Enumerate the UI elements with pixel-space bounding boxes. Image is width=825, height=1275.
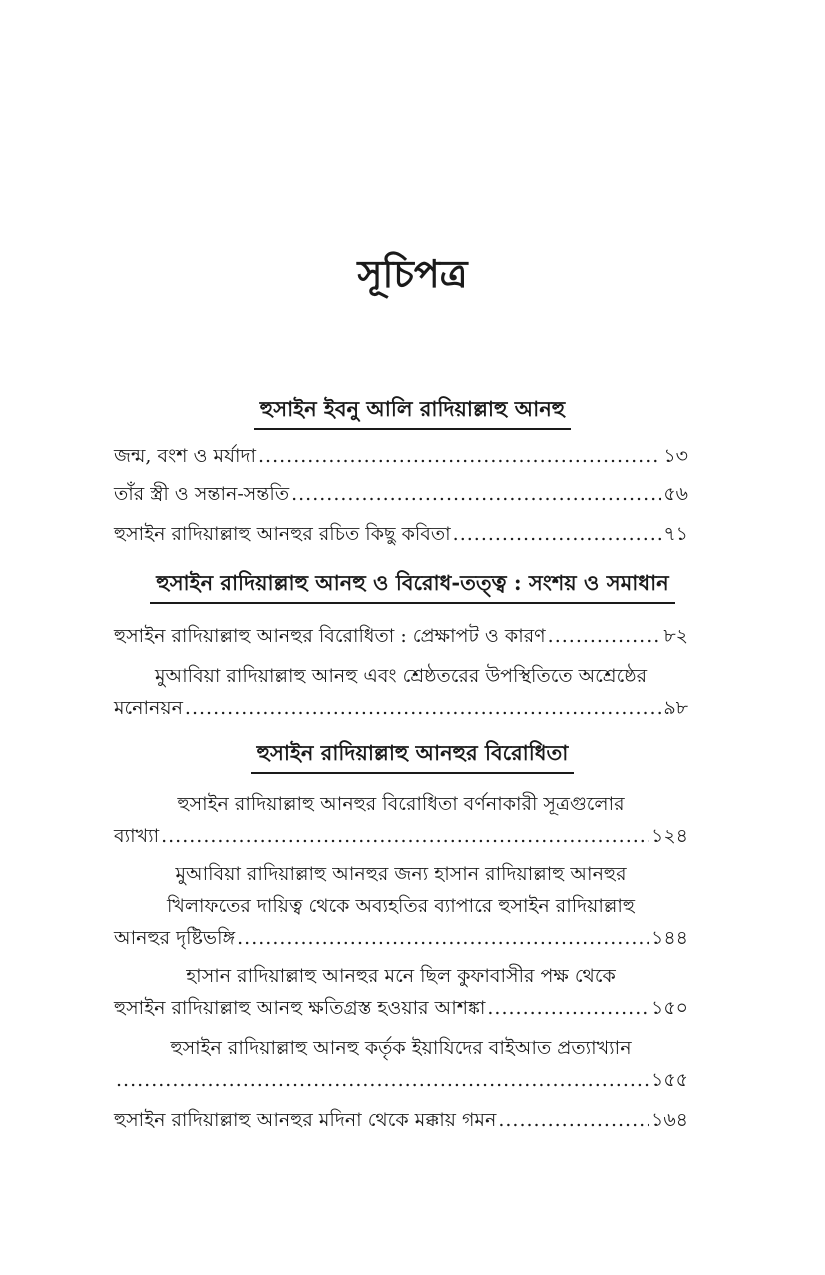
- entry-title-line: হুসাইন রাদিয়াল্লাহু আনহু ক্ষতিগ্রস্ত হওয়ার আশঙ্কা: [114, 997, 486, 1019]
- dot-leader: [548, 620, 662, 652]
- page-number: ১৬৪: [650, 1109, 688, 1131]
- page-number: ১৫৫: [651, 1069, 688, 1091]
- toc-entry[interactable]: [114, 960, 688, 1024]
- entry-title-line: ব্যাখ্যা: [114, 825, 160, 847]
- toc-entry[interactable]: [114, 440, 688, 472]
- page-number: ১২৪: [650, 825, 688, 847]
- toc-entry[interactable]: [114, 1032, 688, 1096]
- entry-title-line: আনহুর দৃষ্টিভঙ্গি: [114, 927, 236, 949]
- entry-title-line: মুআবিয়া রাদিয়াল্লাহু আনহুর জন্য হাসান রাদিয়াল্লাহু আনহুর: [175, 863, 627, 885]
- entry-title: জন্ম, বংশ ও মর্যাদা: [114, 445, 257, 467]
- page-number: ৮২: [663, 625, 688, 647]
- entry-title: হুসাইন রাদিয়াল্লাহু আনহুর বিরোধিতা : প্রেক্ষাপট ও কারণ: [114, 625, 546, 647]
- page-number: ৯৮: [663, 697, 688, 719]
- section-heading: [0, 392, 825, 430]
- entry-title: হুসাইন রাদিয়াল্লাহু আনহুর রচিত কিছু কবিতা: [114, 523, 451, 545]
- section-heading-text: হুসাইন ইবনু আলি রাদিয়াল্লাহু আনহু: [254, 392, 571, 430]
- page-number: ১৫০: [650, 997, 688, 1019]
- entry-title-line: মনোনয়ন: [114, 697, 183, 719]
- entry-title-line: হুসাইন রাদিয়াল্লাহু আনহুর বিরোধিতা বর্ণনাকারী সূত্রগুলোর: [177, 793, 625, 815]
- dot-leader: [453, 518, 662, 550]
- toc-entry[interactable]: [114, 858, 688, 954]
- entry-title: হুসাইন রাদিয়াল্লাহু আনহুর মদিনা থেকে মক্কায় গমন: [114, 1109, 497, 1131]
- toc-entry[interactable]: [114, 620, 688, 652]
- section-heading: [0, 566, 825, 604]
- section-heading-text: হুসাইন রাদিয়াল্লাহু আনহু ও বিরোধ-তত্ত্ব : সংশয় ও সমাধান: [150, 566, 674, 604]
- entry-title-line: খিলাফতের দায়িত্ব থেকে অব্যহতির ব্যাপারে হুসাইন রাদিয়াল্লাহু: [166, 895, 636, 917]
- entry-title: তাঁর স্ত্রী ও সন্তান-সন্ততি: [114, 483, 290, 505]
- entry-title-line: মুআবিয়া রাদিয়াল্লাহু আনহু এবং শ্রেষ্ঠতরের উপস্থিতিতে অশ্রেষ্ঠের: [154, 665, 648, 687]
- toc-entry[interactable]: [114, 660, 688, 724]
- page-number: ৫৬: [663, 483, 688, 505]
- dot-leader: [185, 692, 661, 724]
- entry-title-line: হাসান রাদিয়াল্লাহু আনহুর মনে ছিল কুফাবাসীর পক্ষ থেকে: [186, 965, 616, 987]
- toc-entry[interactable]: [114, 788, 688, 852]
- toc-entry[interactable]: [114, 1104, 688, 1136]
- dot-leader: [237, 922, 649, 954]
- dot-leader: [258, 440, 661, 472]
- toc-entry[interactable]: [114, 518, 688, 550]
- page-number: ৭১: [663, 523, 688, 545]
- dot-leader: [487, 992, 649, 1024]
- dot-leader: [116, 1064, 649, 1096]
- toc-entry[interactable]: [114, 478, 688, 510]
- page-number: ১৩: [663, 445, 688, 467]
- dot-leader: [498, 1104, 649, 1136]
- page-number: ১৪৪: [651, 927, 688, 949]
- section-heading-text: হুসাইন রাদিয়াল্লাহু আনহুর বিরোধিতা: [251, 736, 575, 774]
- page-title: সূচিপত্র: [357, 251, 468, 296]
- section-heading: [0, 736, 825, 774]
- entry-title-line: হুসাইন রাদিয়াল্লাহু আনহু কর্তৃক ইয়াযিদের বাইআত প্রত্যাখ্যান: [170, 1037, 632, 1059]
- dot-leader: [161, 820, 649, 852]
- dot-leader: [291, 478, 661, 510]
